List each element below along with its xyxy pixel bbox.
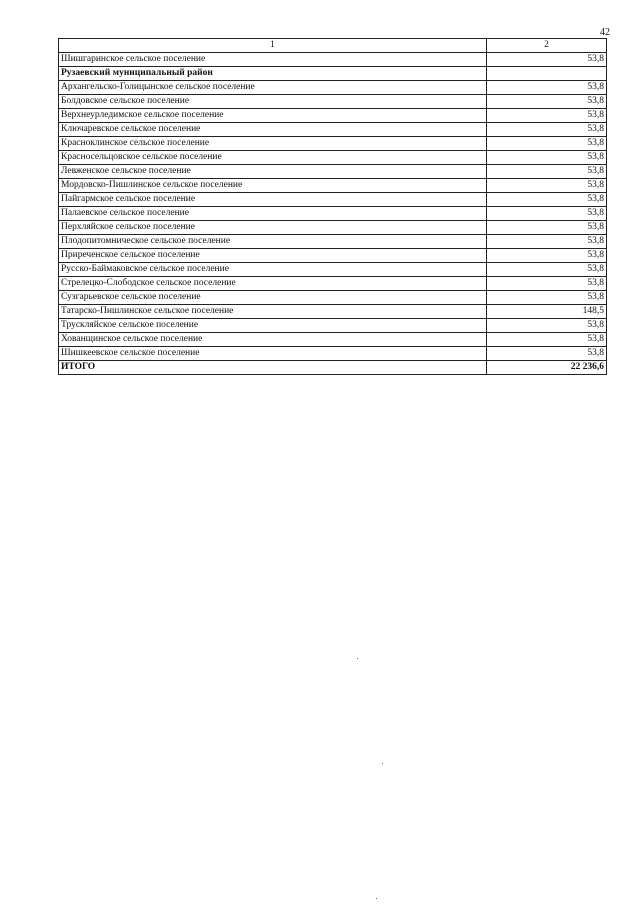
- row-value-cell: 53,8: [487, 151, 607, 165]
- row-name-cell: Красноклинское сельское поселение: [59, 137, 487, 151]
- page-number: 42: [600, 27, 610, 38]
- row-value-cell: 53,8: [487, 123, 607, 137]
- table-row: [59, 123, 607, 137]
- column-header-2: 2: [487, 39, 607, 53]
- row-value-cell: 53,8: [487, 347, 607, 361]
- scan-speck: [357, 658, 358, 659]
- table-row: [59, 333, 607, 347]
- row-name-cell: Хованщинское сельское поселение: [59, 333, 487, 347]
- row-value-cell: 53,8: [487, 221, 607, 235]
- row-name-cell: Шишкеевское сельское поселение: [59, 347, 487, 361]
- table-row: [59, 235, 607, 249]
- row-value-cell: 53,8: [487, 81, 607, 95]
- row-name-cell: Сузгарьевское сельское поселение: [59, 291, 487, 305]
- row-name-cell: Мордовско-Пишлинское сельское поселение: [59, 179, 487, 193]
- budget-table: [58, 38, 607, 375]
- table-row: [59, 53, 607, 67]
- table-row: [59, 109, 607, 123]
- row-value-cell: 53,8: [487, 291, 607, 305]
- row-value-cell: 53,8: [487, 95, 607, 109]
- row-value-cell: 53,8: [487, 165, 607, 179]
- row-value-cell: 53,8: [487, 137, 607, 151]
- table-header-row: [59, 39, 607, 53]
- row-value-cell: 22 236,6: [487, 361, 607, 375]
- table-row: [59, 291, 607, 305]
- table-row: [59, 277, 607, 291]
- table-row: [59, 319, 607, 333]
- row-name-cell: ИТОГО: [59, 361, 487, 375]
- row-value-cell: 53,8: [487, 277, 607, 291]
- row-name-cell: Пайгармское сельское поселение: [59, 193, 487, 207]
- table-row: [59, 347, 607, 361]
- row-name-cell: Татарско-Пишлинское сельское поселение: [59, 305, 487, 319]
- table-row: [59, 81, 607, 95]
- table-row: [59, 179, 607, 193]
- row-value-cell: 53,8: [487, 179, 607, 193]
- table-row: [59, 95, 607, 109]
- table-row: [59, 207, 607, 221]
- row-value-cell: 53,8: [487, 319, 607, 333]
- table-row: [59, 305, 607, 319]
- column-header-1: 1: [59, 39, 487, 53]
- row-name-cell: Плодопитомническое сельское поселение: [59, 235, 487, 249]
- row-name-cell: Архангельско-Голицынское сельское поселение: [59, 81, 487, 95]
- table-row: [59, 165, 607, 179]
- row-name-cell: Русско-Баймаковское сельское поселение: [59, 263, 487, 277]
- row-value-cell: 148,5: [487, 305, 607, 319]
- row-name-cell: Ключаревское сельское поселение: [59, 123, 487, 137]
- row-value-cell: [487, 67, 607, 81]
- row-value-cell: 53,8: [487, 193, 607, 207]
- row-name-cell: Левженское сельское поселение: [59, 165, 487, 179]
- row-name-cell: Верхнеурледимское сельское поселение: [59, 109, 487, 123]
- row-name-cell: Перхляйское сельское поселение: [59, 221, 487, 235]
- row-name-cell: Палаевское сельское поселение: [59, 207, 487, 221]
- row-name-cell: Рузаевский муниципальный район: [59, 67, 487, 81]
- table-row: [59, 263, 607, 277]
- row-name-cell: Приреченское сельское поселение: [59, 249, 487, 263]
- scan-speck: [376, 898, 377, 899]
- table-row: [59, 193, 607, 207]
- table-row: [59, 361, 607, 375]
- table-row: [59, 67, 607, 81]
- row-name-cell: Красносельцовское сельское поселение: [59, 151, 487, 165]
- table-row: [59, 151, 607, 165]
- table-row: [59, 249, 607, 263]
- row-value-cell: 53,8: [487, 207, 607, 221]
- row-value-cell: 53,8: [487, 235, 607, 249]
- row-name-cell: Стрелецко-Слободское сельское поселение: [59, 277, 487, 291]
- row-name-cell: Трускляйское сельское поселение: [59, 319, 487, 333]
- scan-speck: [382, 763, 383, 764]
- row-name-cell: Шишгаринское сельское поселение: [59, 53, 487, 67]
- table-row: [59, 137, 607, 151]
- row-name-cell: Болдовское сельское поселение: [59, 95, 487, 109]
- row-value-cell: 53,8: [487, 53, 607, 67]
- row-value-cell: 53,8: [487, 263, 607, 277]
- row-value-cell: 53,8: [487, 333, 607, 347]
- row-value-cell: 53,8: [487, 249, 607, 263]
- row-value-cell: 53,8: [487, 109, 607, 123]
- table-row: [59, 221, 607, 235]
